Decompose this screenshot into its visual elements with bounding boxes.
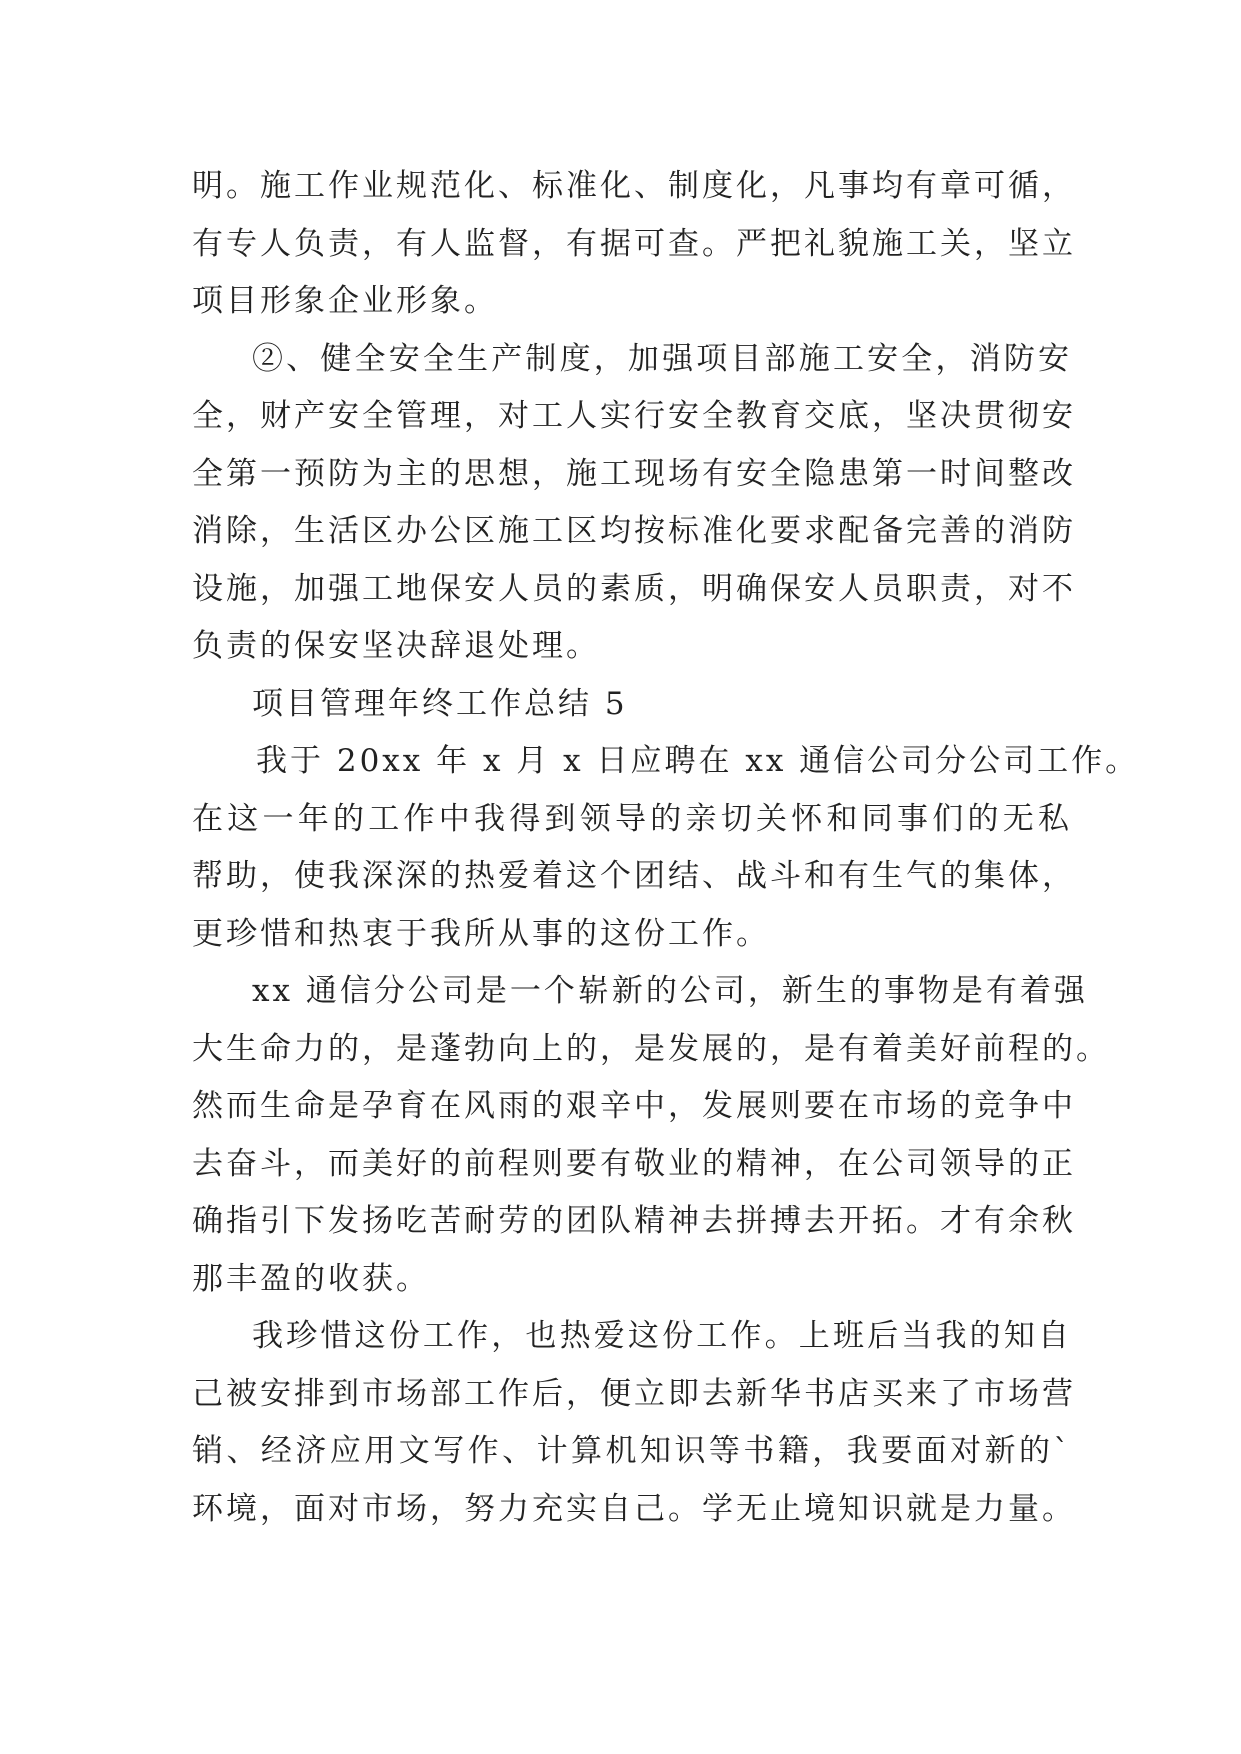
text-line: 项目形象企业形象。 bbox=[192, 283, 498, 319]
paragraph bbox=[192, 331, 1076, 676]
text-line: 在这一年的工作中我得到领导的亲切关怀和同事们的无私 bbox=[192, 800, 1072, 837]
text-line: 帮助，使我深深的热爱着这个团结、战斗和有生气的集体， bbox=[192, 858, 1076, 894]
text-line: 更珍惜和热衷于我所从事的这份工作。 bbox=[192, 915, 770, 952]
paragraph bbox=[192, 158, 1076, 331]
paragraph bbox=[192, 963, 1110, 1308]
text-line: 全，财产安全管理，对工人实行安全教育交底，坚决贯彻安 bbox=[192, 398, 1076, 434]
text-line: 然而生命是孕育在风雨的艰辛中，发展则要在市场的竞争中 bbox=[192, 1088, 1076, 1124]
text-line: 全第一预防为主的思想，施工现场有安全隐患第一时间整改 bbox=[192, 455, 1076, 492]
paragraph bbox=[192, 733, 1140, 963]
text-line: 负责的保安坚决辞退处理。 bbox=[192, 628, 600, 664]
text-line: ②、健全安全生产制度，加强项目部施工安全，消防安 bbox=[252, 340, 1072, 377]
text-line: 确指引下发扬吃苦耐劳的团队精神去拼搏去开拓。才有余秋 bbox=[192, 1203, 1076, 1239]
text-line: 销、经济应用文写作、计算机知识等书籍，我要面对新的` bbox=[192, 1433, 1072, 1469]
paragraph bbox=[192, 1308, 1076, 1538]
text-line: 去奋斗，而美好的前程则要有敬业的精神，在公司领导的正 bbox=[192, 1145, 1076, 1182]
text-line: 设施，加强工地保安人员的素质，明确保安人员职责，对不 bbox=[192, 570, 1076, 607]
text-line: xx 通信分公司是一个崭新的公司，新生的事物是有着强 bbox=[252, 973, 1088, 1009]
document-body bbox=[192, 158, 1140, 1538]
paragraph bbox=[192, 676, 1072, 734]
text-line: 我于 20xx 年 x 月 x 日应聘在 xx 通信公司分公司工作。 bbox=[256, 743, 1140, 779]
text-line: 环境，面对市场，努力充实自己。学无止境知识就是力量。 bbox=[192, 1490, 1076, 1527]
text-line: 大生命力的，是蓬勃向上的，是发展的，是有着美好前程的。 bbox=[192, 1030, 1110, 1067]
text-line: 明。施工作业规范化、标准化、制度化，凡事均有章可循， bbox=[192, 168, 1076, 204]
text-line: 己被安排到市场部工作后，便立即去新华书店买来了市场营 bbox=[192, 1375, 1076, 1412]
text-line: 项目管理年终工作总结 5 bbox=[252, 685, 628, 722]
text-line: 有专人负责，有人监督，有据可查。严把礼貌施工关，坚立 bbox=[192, 225, 1076, 262]
text-line: 消除，生活区办公区施工区均按标准化要求配备完善的消防 bbox=[192, 513, 1076, 549]
text-line: 那丰盈的收获。 bbox=[192, 1260, 430, 1297]
text-line: 我珍惜这份工作，也热爱这份工作。上班后当我的知自 bbox=[252, 1318, 1072, 1354]
